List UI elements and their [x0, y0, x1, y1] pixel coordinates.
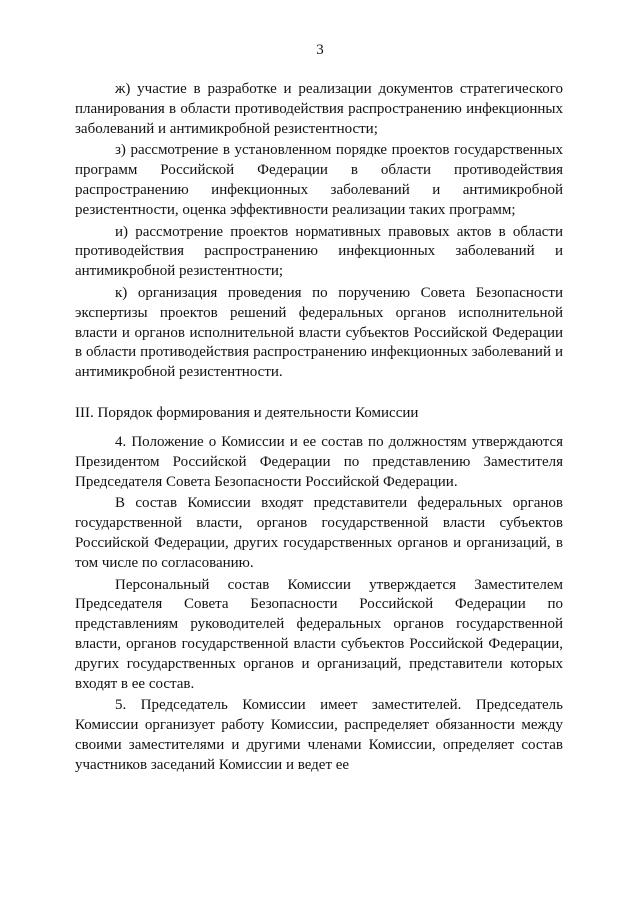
page-content	[75, 80, 563, 776]
list-item-k: к) организация проведения по поручению Совета Безопасности экспертизы проектов решений федеральных органов исполнительной власти и органов исполнительной власти субъектов Российской Федерации в области противодействия распространению инфекционных заболеваний и антимикробной резистентности.	[75, 284, 563, 381]
list-item-z: з) рассмотрение в установленном порядке проектов государственных программ Российской Федерации в области противодействия распространению инфекционных заболеваний и антимикробной резистентности, оценка эффективности реализации таких программ;	[75, 142, 563, 218]
paragraph-4: 4. Положение о Комиссии и ее состав по должностям утверждаются Президентом Российской Федерации по представлению Заместителя Председателя Совета Безопасности Российской Федерации.	[75, 433, 563, 490]
page-number: 3	[316, 42, 324, 58]
paragraph-5: 5. Председатель Комиссии имеет заместителей. Председатель Комиссии организует работу Комиссии, распределяет обязанности между своими заместителями и другими членами Комиссии, определяет состав участников заседаний Комиссии и ведет ее	[75, 697, 563, 773]
section-heading: III. Порядок формирования и деятельности Комиссии	[75, 404, 419, 421]
paragraph-composition: В состав Комиссии входят представители федеральных органов государственной власти, органов государственной власти субъектов Российской Федерации, других государственных органов и организаций, в том числе по согласованию.	[75, 495, 563, 571]
list-item-zh: ж) участие в разработке и реализации документов стратегического планирования в области противодействия распространению инфекционных заболеваний и антимикробной резистентности;	[75, 81, 563, 137]
list-item-i: и) рассмотрение проектов нормативных правовых актов в области противодействия распространению инфекционных заболеваний и антимикробной резистентности;	[75, 223, 563, 280]
paragraph-personal-composition: Персональный состав Комиссии утверждается Заместителем Председателя Совета Безопасности Российской Федерации по представлениям руководителей федеральных органов государственной власти, органов государственной власти субъектов Российской Федерации, других государственных органов и организаций, представители которых входят в ее состав.	[75, 576, 563, 692]
